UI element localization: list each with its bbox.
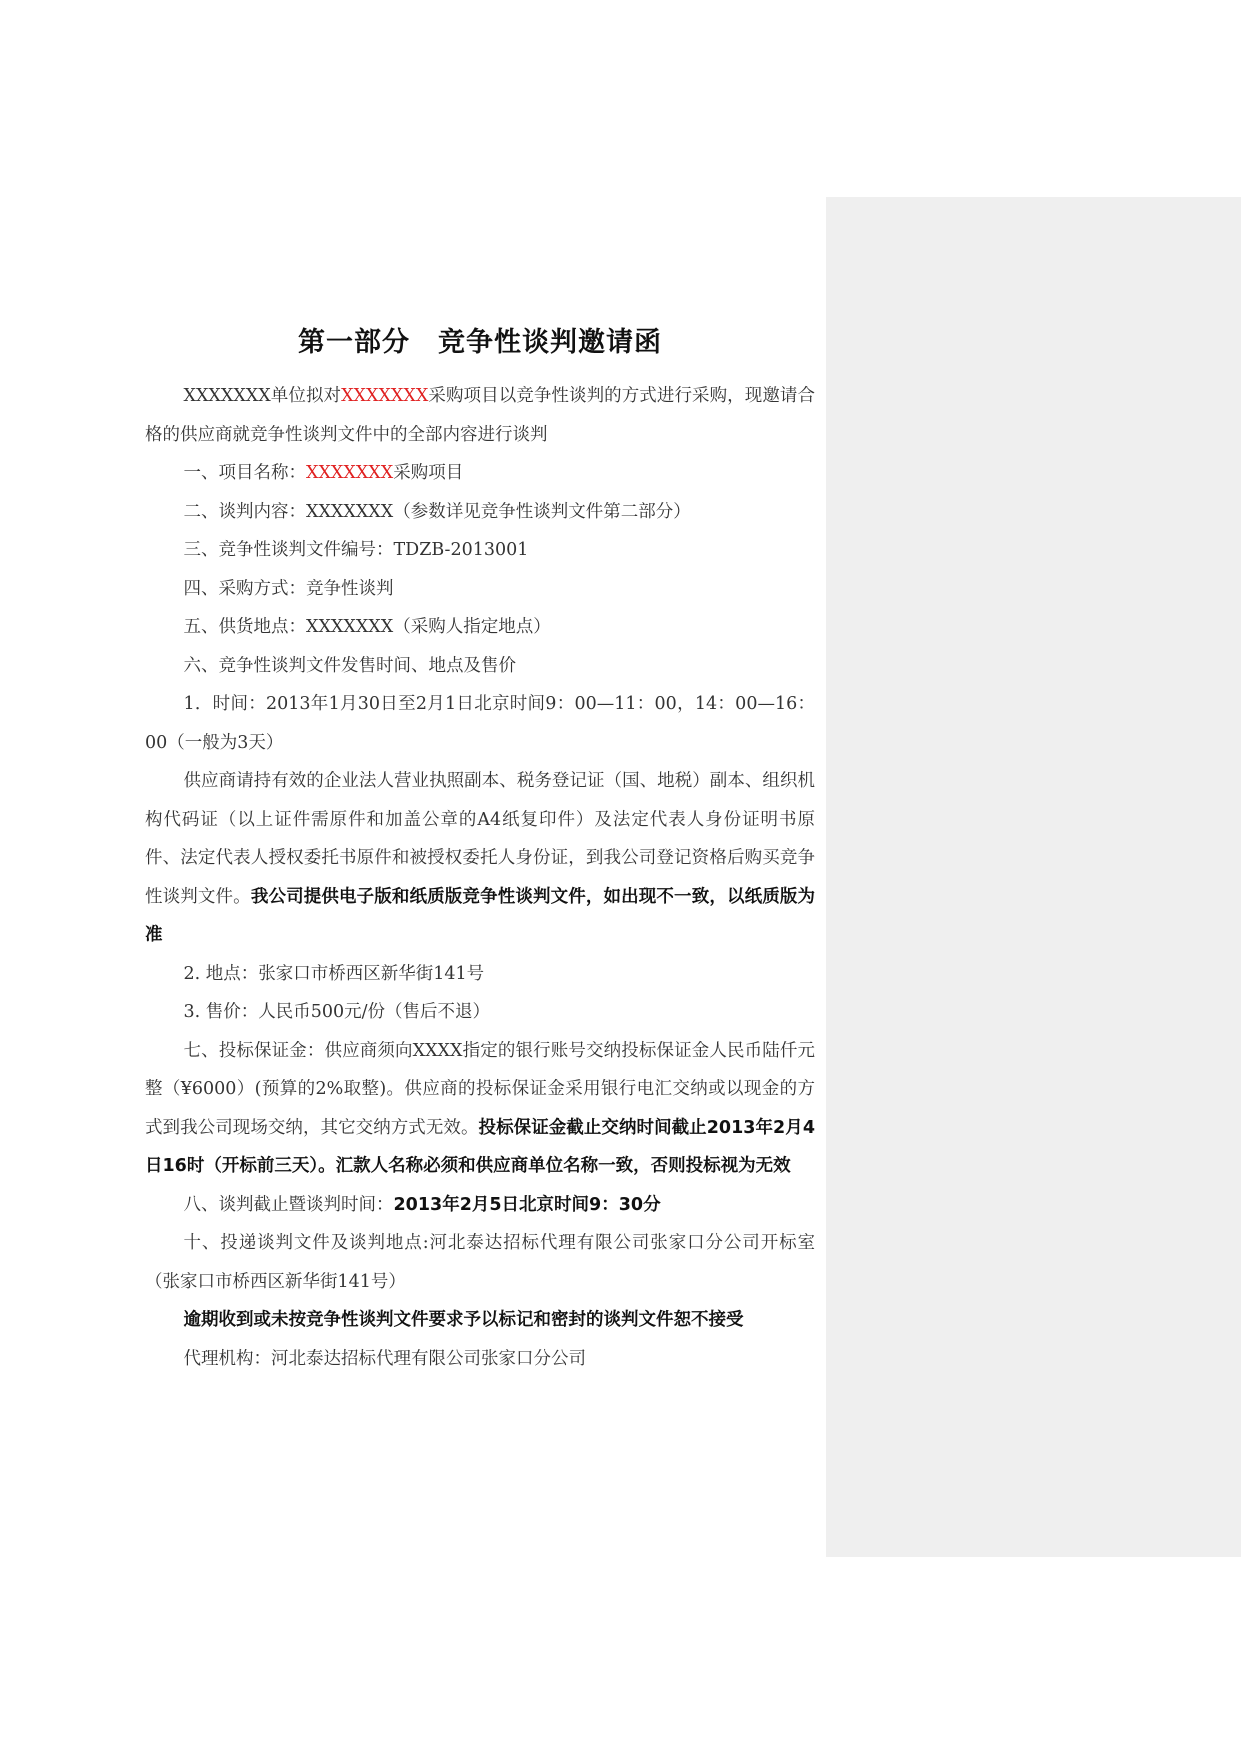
intro-text-b: 采购项目以竞争性谈判的方式进行采购，现邀请合格的供应商就竞争性谈判文件中的全部内容进行谈判	[145, 386, 815, 445]
item-deposit	[145, 1032, 815, 1186]
item-project-name	[145, 454, 815, 493]
intro-text-a: XXXXXXX单位拟对	[183, 386, 342, 406]
item-submission-place: 十、投递谈判文件及谈判地点:河北泰达招标代理有限公司张家口分公司开标室（张家口市桥西区新华街141号）	[145, 1233, 815, 1292]
supplier-text: 供应商请持有效的企业法人营业执照副本、税务登记证（国、地税）副本、组织机构代码证（以上证件需原件和加盖公章的A4纸复印件）及法定代表人身份证明书原件、法定代表人授权委托书原件和被授权委托人身份证，到我公司登记资格后购买竞争性谈判文件。	[145, 771, 815, 907]
item-sale-info: 六、竞争性谈判文件发售时间、地点及售价	[183, 655, 516, 676]
intro-paragraph	[145, 377, 815, 454]
intro-highlight: XXXXXXX	[341, 386, 429, 406]
item1-suffix: 采购项目	[393, 463, 464, 483]
deadline-value: 2013年2月5日北京时间9：30分	[393, 1194, 661, 1215]
document-body	[145, 320, 815, 1378]
item-deadline	[145, 1186, 815, 1225]
late-notice: 逾期收到或未按竞争性谈判文件要求予以标记和密封的谈判文件恕不接受	[183, 1310, 744, 1330]
sale-time: 1．时间：2013年1月30日至2月1日北京时间9：00—11：00，14：00—16：00（一般为3天）	[145, 694, 815, 753]
supplier-requirements	[145, 762, 815, 955]
item-content: 二、谈判内容：XXXXXXX（参数详见竞争性谈判文件第二部分）	[183, 501, 691, 522]
comment-pane	[826, 197, 1241, 1557]
item-doc-number: 三、竞争性谈判文件编号：TDZB-2013001	[183, 540, 529, 560]
deadline-label: 八、谈判截止暨谈判时间：	[183, 1194, 394, 1215]
item1-highlight: XXXXXXX	[306, 463, 394, 483]
supplier-bold: 我公司提供电子版和纸质版竞争性谈判文件，如出现不一致，以纸质版为准	[145, 886, 815, 945]
item-method: 四、采购方式：竞争性谈判	[183, 578, 394, 599]
item-delivery: 五、供货地点：XXXXXXX（采购人指定地点）	[183, 617, 551, 637]
deposit-text: 七、投标保证金：供应商须向XXXX指定的银行账号交纳投标保证金人民币陆仟元整（¥6000）(预算的2%取整)。供应商的投标保证金采用银行电汇交纳或以现金的方式到我公司现场交纳，其它交纳方式无效。	[145, 1040, 815, 1138]
sale-price: 3. 售价：人民币500元/份（售后不退）	[183, 1002, 491, 1022]
agency: 代理机构：河北泰达招标代理有限公司张家口分公司	[183, 1348, 586, 1369]
deposit-bold: 投标保证金截止交纳时间截止2013年2月4日16时（开标前三天）。汇款人名称必须和供应商单位名称一致，否则投标视为无效	[145, 1117, 816, 1176]
page-title: 第一部分 竞争性谈判邀请函	[298, 327, 662, 358]
sale-place: 2. 地点：张家口市桥西区新华街141号	[183, 963, 485, 984]
item1-prefix: 一、项目名称：	[183, 463, 306, 483]
